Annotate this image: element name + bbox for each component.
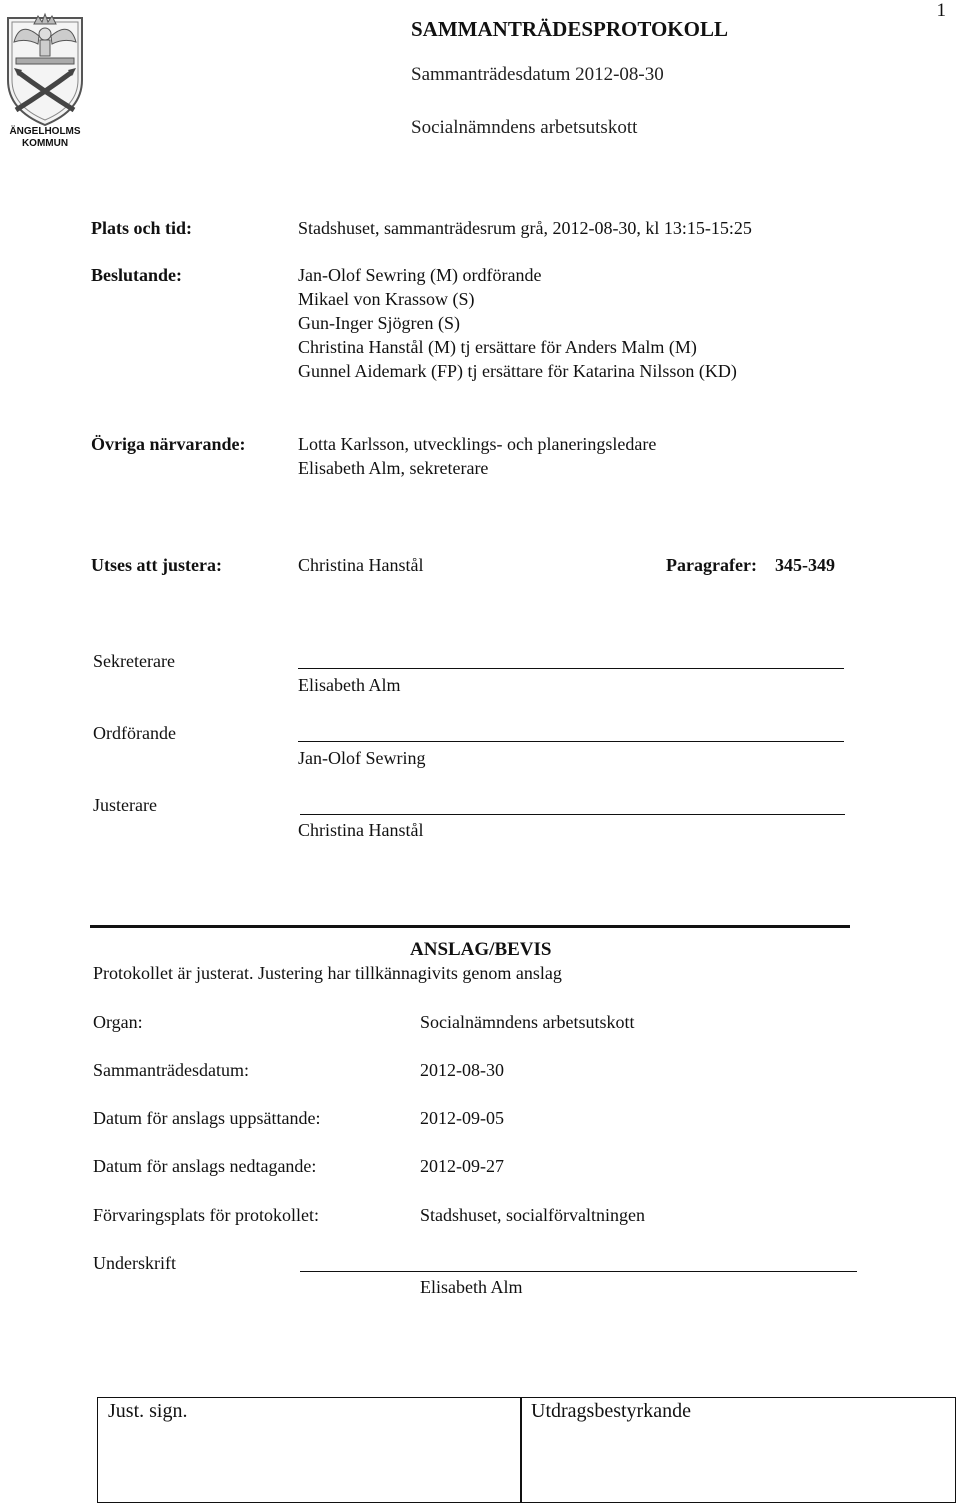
decider-item: Jan-Olof Sewring (M) ordförande: [298, 265, 542, 285]
notice-signature-line: [300, 1271, 857, 1272]
other-attendee-item: Elisabeth Alm, sekreterare: [298, 458, 489, 478]
others-list: [298, 432, 656, 480]
secretary-signature-line: [298, 668, 844, 669]
notice-row-label: Förvaringsplats för protokollet:: [93, 1205, 319, 1225]
chair-label: Ordförande: [93, 723, 176, 743]
others-label: Övriga närvarande:: [91, 434, 246, 454]
paragraphs-value: 345-349: [775, 555, 835, 575]
municipal-logo: [0, 10, 90, 155]
paragraphs-label: Paragrafer:: [666, 555, 757, 575]
page-number: 1: [936, 0, 946, 21]
notice-row-label: Datum för anslags nedtagande:: [93, 1156, 317, 1176]
adjuster-name: Christina Hanstål: [298, 820, 424, 840]
meeting-date: Sammanträdesdatum 2012-08-30: [411, 64, 664, 85]
decider-item: Christina Hanstål (M) tj ersättare för Anders Malm (M): [298, 337, 697, 357]
adjuster-value: Christina Hanstål: [298, 555, 424, 575]
document-title: SAMMANTRÄDESPROTOKOLL: [411, 17, 728, 41]
deciders-list: [298, 263, 737, 383]
notice-intro: Protokollet är justerat. Justering har tillkännagivits genom anslag: [93, 963, 562, 983]
notice-row-value: 2012-08-30: [420, 1060, 504, 1080]
notice-row-label: Datum för anslags uppsättande:: [93, 1108, 321, 1128]
place-label: Plats och tid:: [91, 218, 192, 238]
notice-row-value: 2012-09-05: [420, 1108, 504, 1128]
section-divider: [90, 925, 850, 928]
chair-signature-line: [298, 741, 844, 742]
notice-row-label: Organ:: [93, 1012, 143, 1032]
other-attendee-item: Lotta Karlsson, utvecklings- och planeringsledare: [298, 434, 657, 454]
adjuster-label: Utses att justera:: [91, 555, 222, 575]
notice-row-value: Stadshuset, socialförvaltningen: [420, 1205, 645, 1225]
notice-heading: ANSLAG/BEVIS: [410, 939, 552, 960]
deciders-label: Beslutande:: [91, 265, 183, 285]
notice-signature-name: Elisabeth Alm: [420, 1277, 523, 1297]
decider-item: Gun-Inger Sjögren (S): [298, 313, 460, 333]
footer-signature-box: [97, 1397, 956, 1503]
chair-name: Jan-Olof Sewring: [298, 748, 426, 768]
decider-item: Mikael von Krassow (S): [298, 289, 475, 309]
secretary-label: Sekreterare: [93, 651, 175, 671]
footer-divider: [520, 1398, 522, 1502]
notice-row-label: Sammanträdesdatum:: [93, 1060, 249, 1080]
coat-of-arms-icon: [0, 10, 90, 128]
place-value: Stadshuset, sammanträdesrum grå, 2012-08-30, kl 13:15-15:25: [298, 218, 752, 238]
notice-row-value: Socialnämndens arbetsutskott: [420, 1012, 635, 1032]
adjuster-signature-line: [300, 814, 845, 815]
secretary-name: Elisabeth Alm: [298, 675, 401, 695]
committee-name: Socialnämndens arbetsutskott: [411, 117, 638, 138]
logo-text-line1: ÄNGELHOLMS: [9, 126, 81, 137]
initials-label: Just. sign.: [108, 1400, 188, 1422]
decider-item: Gunnel Aidemark (FP) tj ersättare för Katarina Nilsson (KD): [298, 361, 737, 381]
notice-row-value: 2012-09-27: [420, 1156, 504, 1176]
notice-signature-label: Underskrift: [93, 1253, 176, 1273]
logo-text-line2: KOMMUN: [21, 138, 69, 149]
adjuster-signature-label: Justerare: [93, 795, 157, 815]
certification-label: Utdragsbestyrkande: [531, 1400, 691, 1422]
